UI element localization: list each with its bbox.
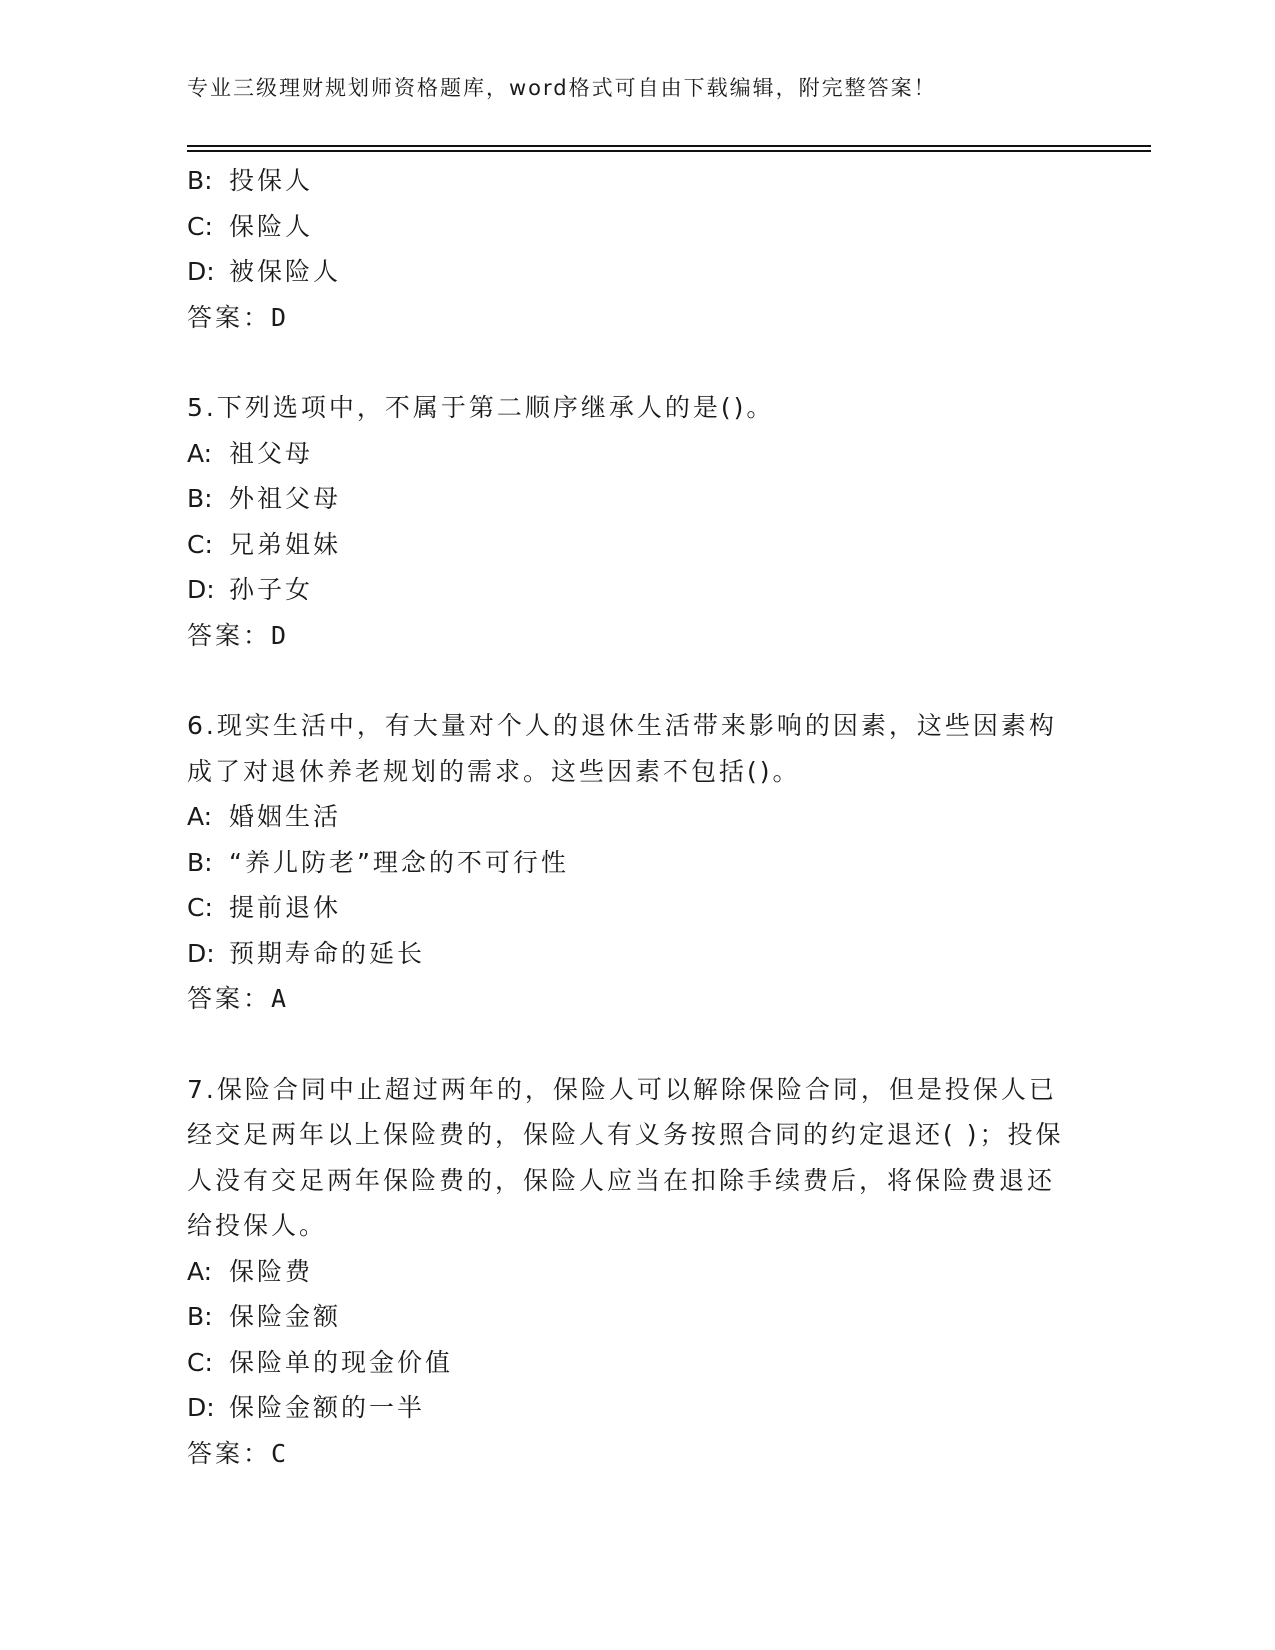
option-c bbox=[187, 885, 1067, 931]
question-stem: 5.下列选项中，不属于第二顺序继承人的是()。 bbox=[187, 393, 775, 422]
option-key: A: bbox=[187, 802, 213, 831]
option-key: D: bbox=[187, 1393, 215, 1422]
header-rule-top bbox=[187, 145, 1151, 147]
spacer bbox=[187, 340, 1067, 385]
option-text: 外祖父母 bbox=[229, 484, 342, 513]
option-key: C: bbox=[187, 529, 213, 559]
option-text: 保险金额的一半 bbox=[229, 1393, 426, 1422]
option-d bbox=[187, 931, 1067, 977]
option-text: 婚姻生活 bbox=[229, 802, 342, 831]
answer-label: 答案： bbox=[187, 984, 272, 1013]
answer-value: D bbox=[271, 302, 287, 332]
option-a bbox=[187, 431, 1067, 477]
option-text: 提前退休 bbox=[229, 893, 342, 922]
option-text: 投保人 bbox=[229, 166, 314, 195]
option-key: B: bbox=[187, 847, 213, 877]
answer-line bbox=[187, 1431, 1067, 1477]
question-block-6 bbox=[187, 703, 1067, 1022]
option-key: B: bbox=[187, 166, 213, 195]
option-b bbox=[187, 840, 1067, 886]
answer-value: D bbox=[271, 620, 287, 650]
question-block-prev bbox=[187, 158, 1067, 340]
option-d bbox=[187, 1385, 1067, 1431]
option-b bbox=[187, 476, 1067, 522]
option-a bbox=[187, 1249, 1067, 1295]
option-key: B: bbox=[187, 1302, 213, 1331]
option-b bbox=[187, 1294, 1067, 1340]
question-stem: 7.保险合同中止超过两年的，保险人可以解除保险合同，但是投保人已经交足两年以上保险费的，保险人有义务按照合同的约定退还( )；投保人没有交足两年保险费的，保险人应当在扣除手续费后，将保险费退还给投保人。 bbox=[187, 1074, 1064, 1240]
option-c bbox=[187, 522, 1067, 568]
option-text: 祖父母 bbox=[229, 438, 314, 468]
question-list bbox=[187, 158, 1067, 1476]
option-key: D: bbox=[187, 257, 215, 286]
option-b bbox=[187, 158, 1067, 204]
answer-value: A bbox=[271, 984, 287, 1013]
header-rule-bottom bbox=[187, 150, 1151, 152]
option-c bbox=[187, 1340, 1067, 1386]
option-text: “养儿防老”理念的不可行性 bbox=[229, 847, 569, 877]
question-block-7 bbox=[187, 1067, 1067, 1477]
option-d bbox=[187, 567, 1067, 613]
option-d bbox=[187, 249, 1067, 295]
answer-line bbox=[187, 295, 1067, 341]
answer-line bbox=[187, 613, 1067, 659]
option-key: A: bbox=[187, 438, 213, 468]
question-stem: 6.现实生活中，有大量对个人的退休生活带来影响的因素，这些因素构成了对退休养老规划的需求。这些因素不包括()。 bbox=[187, 711, 1057, 786]
answer-value: C bbox=[271, 1438, 287, 1468]
page-header: 专业三级理财规划师资格题库，word格式可自由下载编辑，附完整答案！ bbox=[187, 76, 937, 100]
option-key: C: bbox=[187, 211, 213, 241]
spacer bbox=[187, 658, 1067, 703]
spacer bbox=[187, 1022, 1067, 1067]
option-text: 被保险人 bbox=[229, 257, 342, 286]
answer-label: 答案： bbox=[187, 1438, 272, 1468]
question-block-5 bbox=[187, 385, 1067, 658]
option-key: C: bbox=[187, 893, 213, 922]
answer-label: 答案： bbox=[187, 302, 272, 332]
option-text: 保险费 bbox=[229, 1256, 314, 1286]
option-key: A: bbox=[187, 1256, 213, 1286]
option-c bbox=[187, 204, 1067, 250]
option-key: B: bbox=[187, 484, 213, 513]
option-text: 孙子女 bbox=[229, 575, 314, 604]
option-text: 保险金额 bbox=[229, 1302, 342, 1331]
option-a bbox=[187, 794, 1067, 840]
option-text: 保险单的现金价值 bbox=[229, 1347, 454, 1377]
answer-label: 答案： bbox=[187, 620, 272, 650]
option-key: D: bbox=[187, 575, 215, 604]
option-key: C: bbox=[187, 1347, 213, 1377]
option-text: 预期寿命的延长 bbox=[229, 938, 426, 968]
option-text: 保险人 bbox=[229, 211, 314, 241]
option-text: 兄弟姐妹 bbox=[229, 529, 342, 559]
answer-line bbox=[187, 976, 1067, 1022]
option-key: D: bbox=[187, 938, 215, 968]
